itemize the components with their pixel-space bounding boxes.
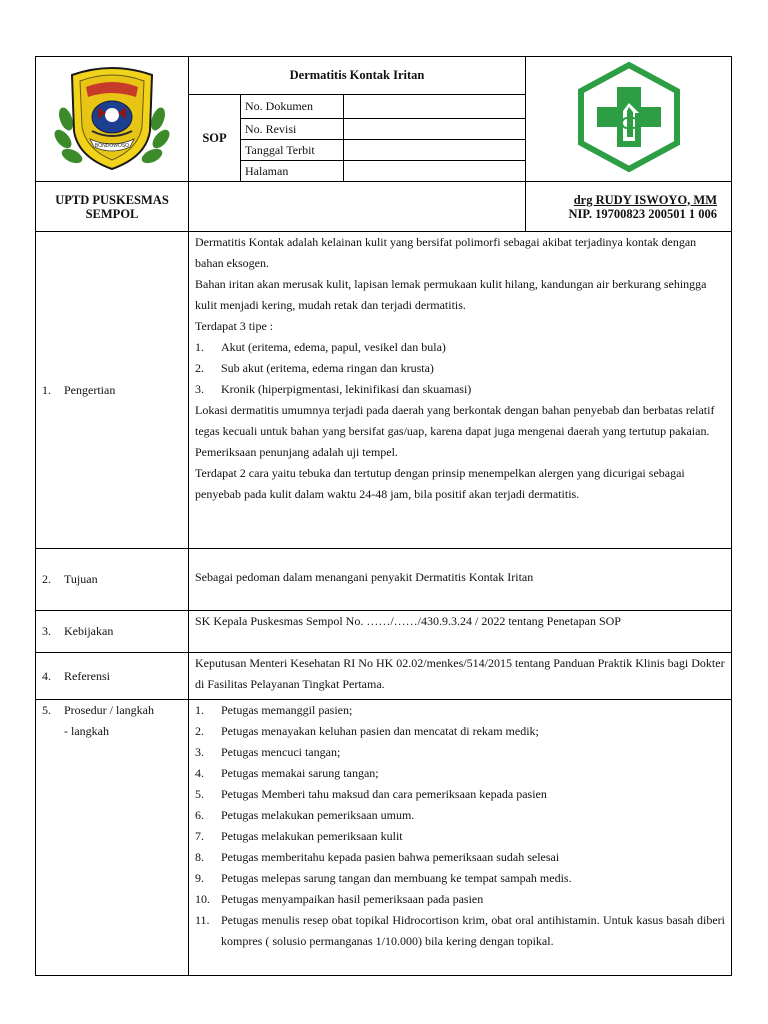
meta-value-halaman (344, 161, 526, 182)
emblem-ribbon-text: BONDOWOSO (94, 142, 130, 149)
section-title: Tujuan (64, 572, 98, 586)
procedure-step: 3. Petugas mencuci tangan; (195, 745, 341, 759)
puskesmas-logo-cell (526, 57, 732, 182)
section-content-pengertian (189, 232, 732, 549)
meta-label-tanggal-terbit: Tanggal Terbit (241, 140, 344, 161)
section-content-prosedur (189, 700, 732, 976)
paragraph: SK Kepala Puskesmas Sempol No. ……/……/430.9.3.24 / 2022 tentang Penetapan SOP (195, 614, 621, 628)
section-label-referensi (36, 653, 189, 700)
paragraph: Terdapat 3 tipe : (195, 319, 274, 333)
organization-line-2: SEMPOL (85, 206, 139, 221)
organization-line-1: UPTD PUSKESMAS (55, 192, 169, 207)
section-number: 1. (42, 382, 51, 397)
section-label-pengertian (36, 232, 189, 549)
sop-table (35, 56, 732, 976)
section-content-tujuan (189, 549, 732, 611)
section-title: Prosedur / langkah (64, 703, 154, 717)
section-content-kebijakan (189, 611, 732, 653)
section-number: 5. (42, 703, 51, 717)
signature-block (526, 182, 732, 232)
paragraph: Bahan iritan akan merusak kulit, lapisan lemak permukaan kulit hilang, kandungan air berkurang sehingga kulit menjadi kering, mudah retak dan terjadi dermatitis. (195, 277, 707, 312)
procedure-step: 7. Petugas melakukan pemeriksaan kulit (195, 829, 403, 843)
signer-name: drg RUDY ISWOYO, MM (573, 192, 718, 207)
list-item: 2. Sub akut (eritema, edema ringan dan krusta) (195, 361, 434, 375)
procedure-step: 6. Petugas melakukan pemeriksaan umum. (195, 808, 415, 822)
procedure-step: 10. Petugas menyampaikan hasil pemeriksaan pada pasien (195, 892, 484, 906)
district-emblem-cell (36, 57, 189, 182)
list-item: 3. Kronik (hiperpigmentasi, lekinifikasi dan skuamasi) (195, 382, 472, 396)
signer-nip: NIP. 19700823 200501 1 006 (568, 206, 718, 221)
section-title: Referensi (64, 668, 110, 683)
procedure-step: 5. Petugas Memberi tahu maksud dan cara pemeriksaan kepada pasien (195, 787, 547, 801)
meta-label-no-revisi: No. Revisi (241, 119, 344, 140)
meta-label-no-dokumen: No. Dokumen (241, 95, 344, 119)
section-label-prosedur (36, 700, 189, 976)
procedure-steps-list (195, 700, 725, 952)
section-content-referensi (189, 653, 732, 700)
meta-value-tanggal-terbit (344, 140, 526, 161)
paragraph: Sebagai pedoman dalam menangani penyakit Dermatitis Kontak Iritan (195, 570, 534, 584)
paragraph: Lokasi dermatitis umumnya terjadi pada daerah yang berkontak dengan bahan penyebab dan berbatas relatif tegas kecuali untuk bahan yang bersifat gas/uap, karena dapat juga mengenai daerah yang tertutup pakaian. (195, 403, 715, 438)
procedure-step: 1. Petugas memanggil pasien; (195, 703, 353, 717)
section-title-continued: - langkah (64, 724, 109, 738)
procedure-step: 11. Petugas menulis resep obat topikal Hidrocortison krim, obat oral antihistamin. Untuk kasus basah diberi kompres ( solusio permanganas 1/10.000) bila kering dengan topikal. (195, 913, 726, 948)
type-list (195, 337, 725, 400)
puskesmas-logo (567, 61, 691, 173)
section-label-kebijakan (36, 611, 189, 653)
section-number: 4. (42, 668, 51, 683)
meta-value-no-revisi (344, 119, 526, 140)
sop-label: SOP (189, 95, 241, 182)
list-item: 1. Akut (eritema, edema, papul, vesikel dan bula) (195, 340, 446, 354)
paragraph: Pemeriksaan penunjang adalah uji tempel. (195, 445, 398, 459)
document-title: Dermatitis Kontak Iritan (189, 57, 526, 95)
organization-name (36, 182, 189, 232)
paragraph: Keputusan Menteri Kesehatan RI No HK 02.02/menkes/514/2015 tentang Panduan Praktik Klinis bagi Dokter di Fasilitas Pelayanan Tingkat Pertama. (195, 656, 725, 691)
procedure-step: 2. Petugas menayakan keluhan pasien dan mencatat di rekam medik; (195, 724, 539, 738)
section-title: Pengertian (64, 382, 116, 397)
meta-value-no-dokumen (344, 95, 526, 119)
procedure-step: 9. Petugas melepas sarung tangan dan membuang ke tempat sampah medis. (195, 871, 572, 885)
paragraph: Terdapat 2 cara yaitu tebuka dan tertutup dengan prinsip menempelkan alergen yang dicurigai sebagai penyebab pada kulit dalam waktu 24-48 jam, bila positif akan terjadi dermatitis. (195, 466, 685, 501)
district-emblem-logo (50, 61, 174, 173)
section-number: 2. (42, 572, 51, 586)
procedure-step: 8. Petugas memberitahu kepada pasien bahwa pemeriksaan sudah selesai (195, 850, 560, 864)
section-label-tujuan (36, 549, 189, 611)
paragraph: Dermatitis Kontak adalah kelainan kulit yang bersifat polimorfi sebagai akibat terjadinya kontak dengan bahan eksogen. (195, 235, 697, 270)
procedure-step: 4. Petugas memakai sarung tangan; (195, 766, 379, 780)
section-number: 3. (42, 624, 51, 638)
blank-cell (189, 182, 526, 232)
section-title: Kebijakan (64, 624, 114, 638)
meta-label-halaman: Halaman (241, 161, 344, 182)
